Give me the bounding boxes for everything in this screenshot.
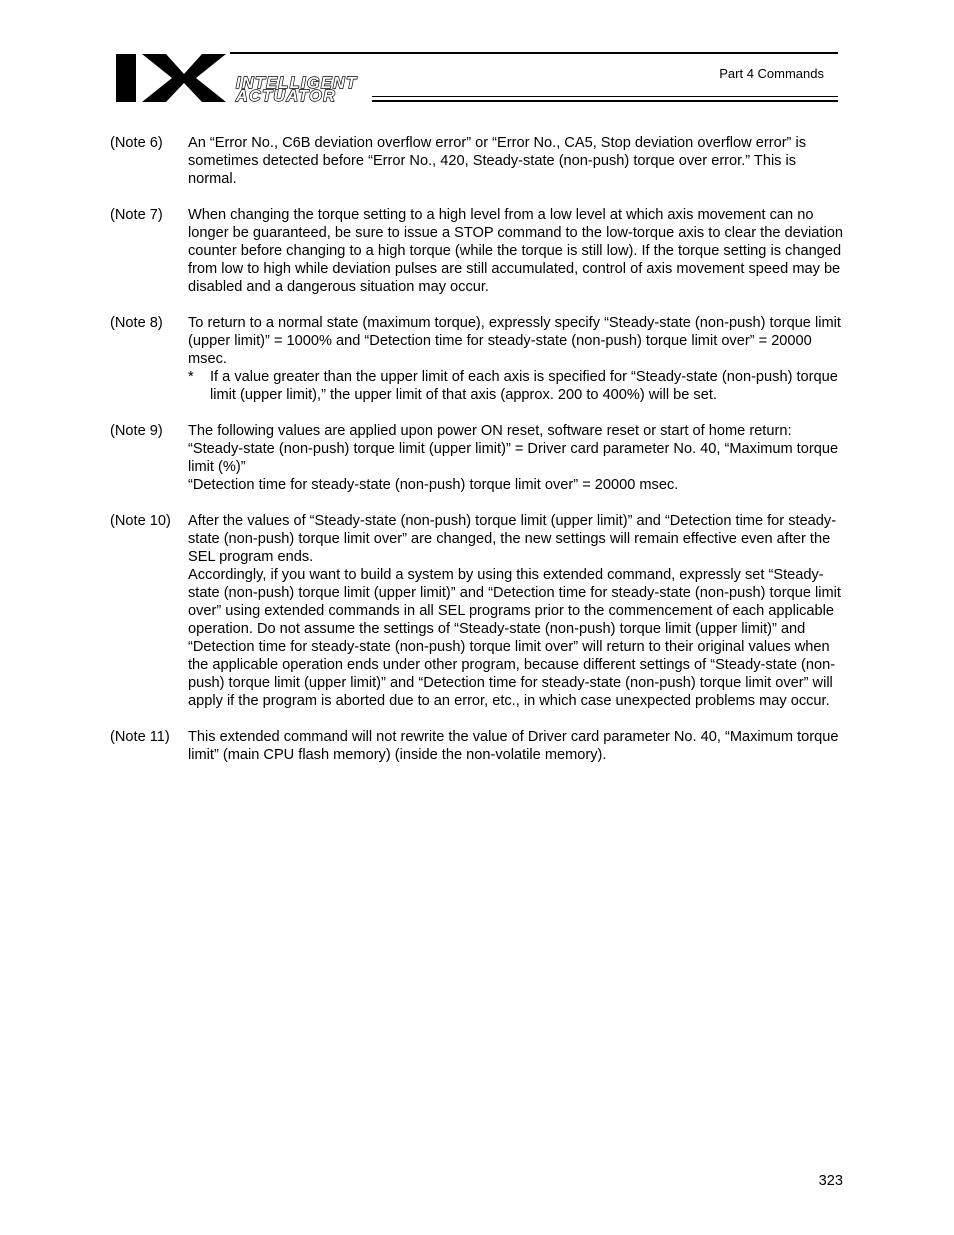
note-6 — [110, 134, 845, 188]
note-paragraph: To return to a normal state (maximum torque), expressly specify “Steady-state (non-push) torque limit (upper limit)” = 1000% and “Detection time for steady-state (non-push) torque limit over” = 20000 msec. — [188, 315, 841, 367]
note-11 — [110, 728, 845, 764]
note-8 — [110, 314, 845, 404]
header-rule-bottom-1 — [372, 96, 838, 97]
note-label: (Note 6) — [110, 135, 163, 151]
brand-line-2: ACTUATOR — [236, 88, 337, 105]
note-paragraph: “Steady-state (non-push) torque limit (upper limit)” = Driver card parameter No. 40, “Maximum torque limit (%)” — [188, 441, 839, 475]
note-label: (Note 11) — [110, 729, 170, 745]
note-label: (Note 9) — [110, 423, 163, 439]
note-body — [188, 134, 845, 188]
note-body — [188, 728, 845, 764]
logo-letter-i — [116, 54, 136, 102]
notes-content — [110, 134, 845, 782]
note-label: (Note 10) — [110, 513, 171, 529]
note-paragraph: “Detection time for steady-state (non-push) torque limit over” = 20000 msec. — [188, 477, 679, 493]
note-paragraph: The following values are applied upon power ON reset, software reset or start of home return: — [188, 423, 792, 439]
note-body — [188, 422, 845, 494]
note-7 — [110, 206, 845, 296]
note-body — [188, 206, 845, 296]
note-body — [188, 314, 845, 404]
note-paragraph: An “Error No., C6B deviation overflow error” or “Error No., CA5, Stop deviation overflow error” is sometimes detected before “Error No., 420, Steady-state (non-push) torque over error.” This is normal. — [188, 135, 807, 187]
header-rule-top — [230, 52, 838, 54]
note-body — [188, 512, 845, 710]
note-label: (Note 7) — [110, 207, 163, 223]
note-sub-text: If a value greater than the upper limit of each axis is specified for “Steady-state (non-push) torque limit (upper limit),” the upper limit of that axis (approx. 200 to 400%) will be set. — [210, 369, 838, 403]
note-label: (Note 8) — [110, 315, 163, 331]
note-paragraph: When changing the torque setting to a high level from a low level at which axis movement can no longer be guaranteed, be sure to issue a STOP command to the low-torque axis to clear the deviation counter before changing to a high torque (while the torque is still low). If the torque setting is changed from low to high while deviation pulses are still accumulated, control of axis movement speed may be disabled and a dangerous situation may occur. — [188, 207, 843, 295]
brand-line-1: INTELLIGENT — [236, 75, 358, 92]
note-10 — [110, 512, 845, 710]
logo-letter-x — [142, 54, 226, 102]
note-paragraph: This extended command will not rewrite the value of Driver card parameter No. 40, “Maximum torque limit” (main CPU flash memory) (inside the non-volatile memory). — [188, 729, 839, 763]
asterisk-mark: * — [188, 369, 194, 385]
note-sub-item — [188, 368, 845, 404]
header-section-title: Part 4 Commands — [719, 66, 824, 81]
note-paragraph: After the values of “Steady-state (non-push) torque limit (upper limit)” and “Detection time for steady-state (non-push) torque limit over” are changed, the new settings will remain effective even after the SEL program ends. — [188, 513, 837, 565]
page-number: 323 — [818, 1173, 843, 1189]
note-9 — [110, 422, 845, 494]
header-rule-bottom-2 — [372, 100, 838, 102]
note-paragraph: Accordingly, if you want to build a system by using this extended command, expressly set “Steady-state (non-push) torque limit (upper limit)” and “Detection time for steady-state (non-push) torque limit over” using extended commands in all SEL programs prior to the commencement of each applicable operation. Do not assume the settings of “Steady-state (non-push) torque limit (upper limit)” and “Detection time for steady-state (non-push) torque limit over” will return to their original values when the applicable operation ends under other program, because different settings of “Steady-state (non-push) torque limit (upper limit)” and “Detection time for steady-state (non-push) torque limit over” will apply if the program is aborted due to an error, etc., in which case unexpected problems may occur. — [188, 567, 841, 709]
